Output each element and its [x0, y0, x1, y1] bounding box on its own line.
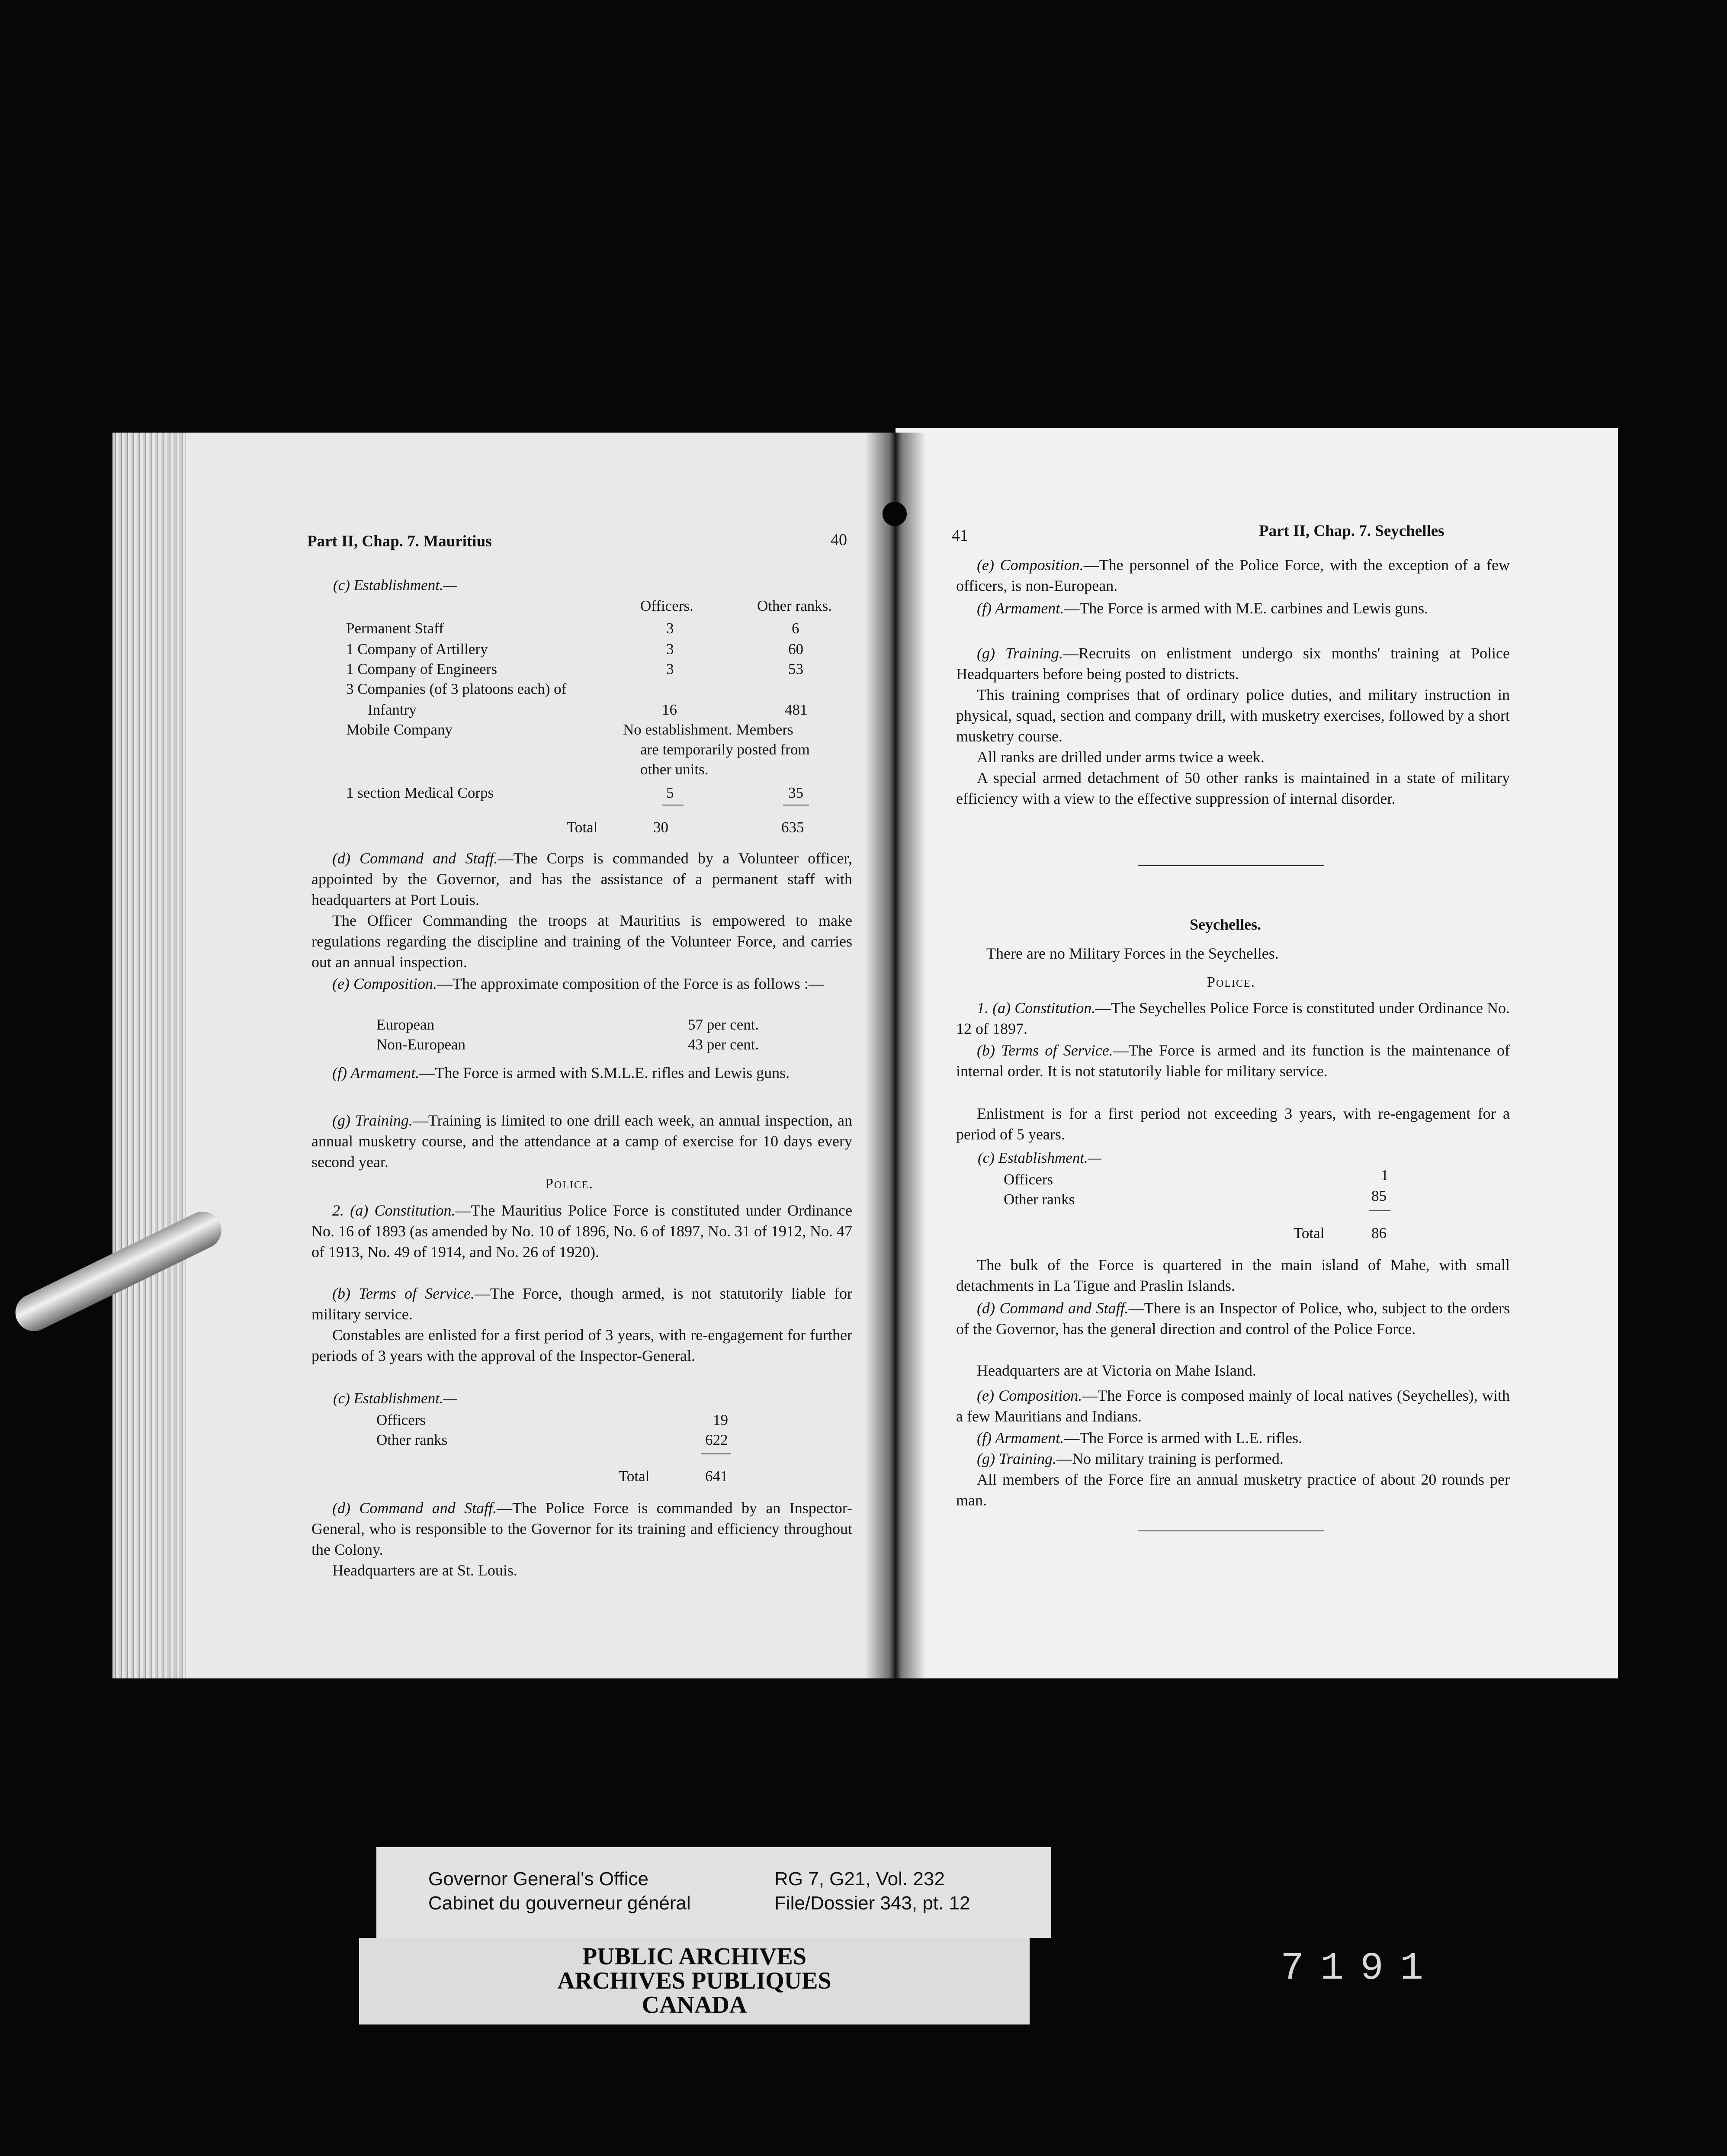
est-row-other: 35 — [788, 784, 803, 801]
officers-label: Officers — [376, 1412, 426, 1428]
page-stack-edge — [112, 433, 190, 1678]
section-rule — [1138, 865, 1324, 866]
para-label: 2. (a) Constitution. — [332, 1202, 456, 1219]
para-label: (b) Terms of Service. — [977, 1042, 1113, 1059]
est-row-other: 60 — [788, 641, 803, 658]
establishment-heading: (c) Establishment.— — [333, 577, 457, 594]
para-text: —The Force is armed with M.E. carbines and Lewis guns. — [1064, 600, 1428, 617]
est-row-officers: 5 — [666, 784, 674, 801]
ref-file: File/Dossier 343, pt. 12 — [774, 1893, 970, 1914]
est-row-other: 6 — [792, 620, 799, 637]
para-enlistment: Constables are enlisted for a first period of 3 years, with re-engagement for further periods of 3 years with the approval of the Inspector-General. — [311, 1326, 852, 1364]
police-total-value: 641 — [705, 1468, 728, 1485]
total-label: Total — [1294, 1225, 1325, 1242]
para-armament — [956, 598, 1510, 619]
running-head-right: Part II, Chap. 7. Seychelles — [1259, 522, 1445, 540]
other-ranks-value: 622 — [705, 1431, 728, 1448]
para-terms — [311, 1283, 852, 1325]
para-armament — [956, 1428, 1510, 1448]
para-police-command — [311, 1498, 852, 1560]
est-row-label: 1 Company of Engineers — [346, 661, 497, 677]
public-archives-label — [359, 1938, 1030, 2024]
para-label: (f) Armament. — [332, 1064, 420, 1081]
para-label: (g) Training. — [977, 645, 1063, 662]
para-enlistment: Enlistment is for a first period not exceeding 3 years, with re-engagement for a period of 5 years. — [956, 1105, 1510, 1143]
para-armament — [311, 1062, 852, 1083]
other-ranks-label: Other ranks — [1004, 1191, 1075, 1208]
page-number-left: 40 — [831, 531, 847, 549]
police-establishment-heading: (c) Establishment.— — [333, 1390, 457, 1407]
para-text: —The Police Force is commanded by an Inspector-General, who is responsible to the Governor for its training and efficiency throughout the Colony. — [311, 1499, 852, 1558]
establishment-heading: (c) Establishment.— — [978, 1149, 1101, 1166]
seychelles-intro: There are no Military Forces in the Seychelles. — [986, 945, 1279, 962]
total-officers: 30 — [653, 819, 668, 836]
total-value: 86 — [1371, 1225, 1387, 1242]
para-label: (d) Command and Staff. — [977, 1299, 1129, 1317]
para-constitution — [956, 998, 1510, 1039]
para-text: —The Force is armed with L.E. rifles. — [1064, 1429, 1303, 1447]
para-text: —The approximate composition of the Force is as follows :— — [437, 975, 824, 992]
para-text: —Recruits on enlistment undergo six months' training at Police Headquarters before being posted to districts. — [956, 645, 1510, 683]
police-heading: Police. — [1207, 974, 1256, 990]
para-label: (b) Terms of Service. — [332, 1285, 475, 1302]
para-training — [311, 1110, 852, 1172]
est-row-label: Infantry — [368, 701, 417, 718]
officers-label: Officers — [1004, 1171, 1053, 1188]
total-label: Total — [567, 819, 598, 836]
police-heading: Police. — [545, 1176, 594, 1192]
para-command-staff — [311, 848, 852, 910]
european-label: European — [376, 1016, 435, 1033]
canada-text: CANADA — [642, 1992, 747, 2018]
ref-volume: RG 7, G21, Vol. 232 — [774, 1868, 945, 1890]
para-text: —The Corps is commanded by a Volunteer officer, appointed by the Governor, and has the assistance of a permanent staff with headquarters at Port Louis. — [311, 850, 852, 908]
est-row-label: 1 Company of Artillery — [346, 641, 488, 658]
para-police-constitution — [311, 1200, 852, 1262]
para-headquarters: Headquarters are at St. Louis. — [332, 1562, 517, 1579]
para-text: —The Force, though armed, is not statutorily liable for military service. — [311, 1285, 852, 1323]
archive-reference-label — [376, 1847, 1051, 1938]
est-row-other: 481 — [785, 701, 808, 718]
european-value: 57 per cent. — [688, 1016, 759, 1033]
est-row-label: 3 Companies (of 3 platoons each) of — [346, 680, 567, 697]
para-composition — [311, 973, 852, 994]
para-text: —The Mauritius Police Force is constituted under Ordinance No. 16 of 1893 (as amended by No. 10 of 1896, No. 6 of 1897, No. 31 of 1912, No. 47 of 1913, No. 49 of 1914, and No. 26 of 1920). — [311, 1202, 852, 1261]
para-bulk: The bulk of the Force is quartered in the main island of Mahe, with small detachments in La Tigue and Praslin Islands. — [956, 1256, 1510, 1294]
non-european-value: 43 per cent. — [688, 1036, 759, 1053]
para-text: —The personnel of the Police Force, with the exception of a few officers, is non-European. — [956, 556, 1510, 594]
para-label: (d) Command and Staff. — [332, 1499, 497, 1517]
para-terms — [956, 1040, 1510, 1081]
est-row-officers: 3 — [666, 661, 674, 677]
binding-hole — [883, 502, 907, 526]
seychelles-heading: Seychelles. — [1190, 916, 1261, 933]
para-label: (g) Training. — [977, 1450, 1057, 1467]
para-musketry: All members of the Force fire an annual musketry practice of about 20 rounds per man. — [956, 1471, 1510, 1509]
frame-number: 7191 — [1281, 1947, 1440, 1991]
para-label: 1. (a) Constitution. — [977, 999, 1096, 1017]
non-european-label: Non-European — [376, 1036, 466, 1053]
book-gutter — [865, 433, 926, 1678]
archives-publiques-text: ARCHIVES PUBLIQUES — [557, 1967, 831, 1994]
officers-value: 19 — [713, 1412, 728, 1428]
col-officers-header: Officers. — [640, 597, 693, 614]
para-training — [956, 643, 1510, 684]
para-label: (g) Training. — [332, 1112, 413, 1129]
other-ranks-label: Other ranks — [376, 1431, 448, 1448]
para-training-detail: This training comprises that of ordinary police duties, and military instruction in physical, squad, section and company drill, with musketry exercises, followed by a short musketry course. — [956, 686, 1510, 745]
para-text: —The Force is composed mainly of local natives (Seychelles), with a few Mauritians and Indians. — [956, 1387, 1510, 1425]
para-detachment: A special armed detachment of 50 other ranks is maintained in a state of military efficiency with a view to the effective suppression of internal disorder. — [956, 769, 1510, 807]
para-text: —No military training is performed. — [1056, 1450, 1284, 1467]
para-label: (d) Command and Staff. — [332, 850, 498, 867]
section-rule — [1138, 1530, 1324, 1531]
para-label: (f) Armament. — [977, 600, 1064, 617]
est-row-officers: 3 — [666, 641, 674, 658]
left-page — [186, 433, 896, 1678]
rule — [701, 1453, 731, 1454]
total-other: 635 — [781, 819, 804, 836]
para-text: —The Force is armed with S.M.L.E. rifles and Lewis guns. — [419, 1064, 790, 1081]
col-other-ranks-header: Other ranks. — [757, 597, 832, 614]
para-label: (e) Composition. — [977, 556, 1084, 574]
para-label: (f) Armament. — [977, 1429, 1064, 1447]
mobile-note: other units. — [640, 761, 709, 778]
est-row-label: Permanent Staff — [346, 620, 444, 637]
para-label: (e) Composition. — [977, 1387, 1082, 1404]
public-archives-text: PUBLIC ARCHIVES — [582, 1943, 807, 1970]
est-row-other: 53 — [788, 661, 803, 677]
office-fr: Cabinet du gouverneur général — [428, 1893, 691, 1914]
para-drill: All ranks are drilled under arms twice a week. — [977, 748, 1265, 766]
running-head-left: Part II, Chap. 7. Mauritius — [307, 533, 492, 550]
para-text: —The Seychelles Police Force is constituted under Ordinance No. 12 of 1897. — [956, 999, 1510, 1037]
office-en: Governor General's Office — [428, 1868, 648, 1890]
para-regulations: The Officer Commanding the troops at Mauritius is empowered to make regulations regarding the discipline and training of the Volunteer Force, and carries out an annual inspection. — [311, 912, 852, 971]
para-composition — [956, 1385, 1510, 1427]
para-command — [956, 1298, 1510, 1339]
other-ranks-value: 85 — [1371, 1187, 1387, 1204]
est-row-label: 1 section Medical Corps — [346, 784, 494, 801]
para-headquarters: Headquarters are at Victoria on Mahe Island. — [977, 1362, 1256, 1379]
police-total-label: Total — [619, 1468, 650, 1485]
right-page — [896, 428, 1618, 1678]
est-row-label: Mobile Company — [346, 721, 453, 738]
mobile-note: No establishment. Members — [623, 721, 793, 738]
para-training — [956, 1448, 1510, 1469]
para-text: —The Force is armed and its function is the maintenance of internal order. It is not statutorily liable for military service. — [956, 1042, 1510, 1080]
officers-value: 1 — [1381, 1167, 1389, 1184]
mobile-note: are temporarily posted from — [640, 741, 810, 758]
para-text: —There is an Inspector of Police, who, subject to the orders of the Governor, has the general direction and control of the Police Force. — [956, 1299, 1510, 1338]
para-composition — [956, 555, 1510, 596]
page-number-right: 41 — [952, 526, 968, 545]
para-text: —Training is limited to one drill each week, an annual inspection, an annual musketry course, and the attendance at a camp of exercise for 10 days every second year. — [311, 1112, 852, 1171]
est-row-officers: 3 — [666, 620, 674, 637]
rule — [1369, 1210, 1390, 1211]
para-label: (e) Composition. — [332, 975, 437, 992]
est-row-officers: 16 — [662, 701, 677, 718]
